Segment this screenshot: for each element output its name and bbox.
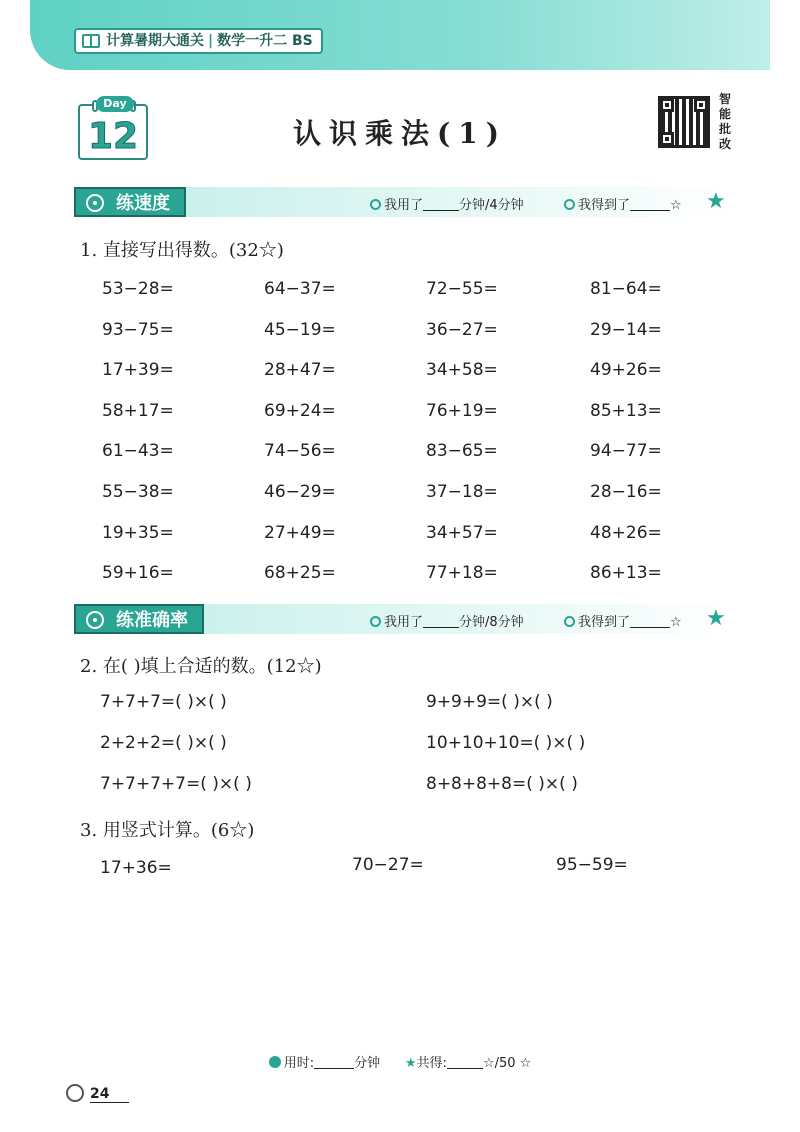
arithmetic-item[interactable]: 61−43= xyxy=(102,441,174,461)
section-speed-tag xyxy=(74,187,186,217)
series-label xyxy=(74,28,323,54)
arithmetic-item[interactable]: 76+19= xyxy=(426,401,498,421)
fill-item[interactable]: 7+7+7+7=( )×( ) xyxy=(100,774,252,794)
arithmetic-item[interactable]: 49+26= xyxy=(590,360,662,380)
footer-summary xyxy=(0,1052,800,1071)
star-icon: ★ xyxy=(404,1056,417,1071)
qr-caption xyxy=(716,92,734,152)
arithmetic-item[interactable]: 59+16= xyxy=(102,563,174,583)
time-used-blank[interactable] xyxy=(423,616,459,628)
footer-time-suffix: 分钟 xyxy=(354,1056,381,1071)
arithmetic-item[interactable]: 93−75= xyxy=(102,320,174,340)
check-icon xyxy=(564,616,575,627)
time-used-suffix: 分钟/4分钟 xyxy=(459,198,524,213)
arithmetic-item[interactable]: 37−18= xyxy=(426,482,498,502)
arithmetic-item[interactable]: 94−77= xyxy=(590,441,662,461)
arithmetic-item[interactable]: 17+39= xyxy=(102,360,174,380)
footer-score-prefix: 共得: xyxy=(416,1056,447,1071)
arithmetic-item[interactable]: 64−37= xyxy=(264,279,336,299)
question-2-title: 2. 在( )填上合适的数。(12☆) xyxy=(80,656,322,677)
section-accuracy-tag xyxy=(74,604,204,634)
qr-code-icon[interactable] xyxy=(658,96,710,148)
qr-caption-char: 能 xyxy=(718,107,731,121)
clock-icon xyxy=(269,1056,281,1068)
section-accuracy-label: 练准确率 xyxy=(116,610,188,631)
star-icon: ★ xyxy=(706,606,726,631)
page-title: 认识乘法(1) xyxy=(293,117,507,150)
arithmetic-item[interactable]: 81−64= xyxy=(590,279,662,299)
score-meta xyxy=(564,194,682,213)
target-icon xyxy=(86,611,104,629)
arithmetic-item[interactable]: 45−19= xyxy=(264,320,336,340)
arithmetic-item[interactable]: 28+47= xyxy=(264,360,336,380)
check-icon xyxy=(564,199,575,210)
qr-corner xyxy=(660,98,674,112)
arithmetic-item[interactable]: 86+13= xyxy=(590,563,662,583)
arithmetic-item[interactable]: 83−65= xyxy=(426,441,498,461)
fill-item[interactable]: 9+9+9=( )×( ) xyxy=(426,692,553,712)
arithmetic-item[interactable]: 68+25= xyxy=(264,563,336,583)
arithmetic-item[interactable]: 48+26= xyxy=(590,523,662,543)
arithmetic-item[interactable]: 55−38= xyxy=(102,482,174,502)
section-speed-bar xyxy=(74,187,740,217)
vertical-calc-item[interactable]: 70−27= xyxy=(352,855,424,875)
footer-score-blank[interactable] xyxy=(447,1057,483,1069)
score-meta xyxy=(564,611,682,630)
qr-corner xyxy=(660,132,674,146)
score-suffix: ☆ xyxy=(670,615,682,630)
arithmetic-item[interactable]: 77+18= xyxy=(426,563,498,583)
score-prefix: 我得到了 xyxy=(578,198,631,213)
vertical-calc-item[interactable]: 17+36= xyxy=(100,858,172,878)
section-accuracy-bar xyxy=(74,604,740,634)
fill-item[interactable]: 2+2+2=( )×( ) xyxy=(100,733,227,753)
arithmetic-item[interactable]: 36−27= xyxy=(426,320,498,340)
book-icon xyxy=(82,34,100,48)
vertical-calc-item[interactable]: 95−59= xyxy=(556,855,628,875)
arithmetic-item[interactable]: 46−29= xyxy=(264,482,336,502)
stopwatch-icon xyxy=(86,194,104,212)
arithmetic-item[interactable]: 58+17= xyxy=(102,401,174,421)
score-blank[interactable] xyxy=(630,199,670,211)
score-suffix: ☆ xyxy=(670,198,682,213)
score-blank[interactable] xyxy=(630,616,670,628)
fill-item[interactable]: 10+10+10=( )×( ) xyxy=(426,733,586,753)
subject-title: 数学一升二 BS xyxy=(217,33,313,49)
footer-score-suffix: ☆/50 ☆ xyxy=(482,1056,532,1071)
qr-caption-char: 智 xyxy=(718,92,731,106)
time-used-suffix: 分钟/8分钟 xyxy=(459,615,524,630)
fill-item[interactable]: 7+7+7=( )×( ) xyxy=(100,692,227,712)
day-number: 12 xyxy=(87,116,139,157)
section-speed-label: 练速度 xyxy=(116,193,170,214)
arithmetic-item[interactable]: 27+49= xyxy=(264,523,336,543)
time-used-prefix: 我用了 xyxy=(384,198,424,213)
arithmetic-item[interactable]: 29−14= xyxy=(590,320,662,340)
qr-caption-char: 批 xyxy=(718,122,731,136)
footer-time-prefix: 用时: xyxy=(283,1056,315,1071)
fill-item[interactable]: 8+8+8+8=( )×( ) xyxy=(426,774,578,794)
arithmetic-item[interactable]: 53−28= xyxy=(102,279,174,299)
time-used-blank[interactable] xyxy=(423,199,459,211)
page-number-text: 24 xyxy=(90,1086,129,1103)
sun-icon xyxy=(66,1084,84,1102)
page-number xyxy=(66,1084,129,1102)
day-label: Day xyxy=(96,96,134,112)
qr-corner xyxy=(694,98,708,112)
arithmetic-item[interactable]: 74−56= xyxy=(264,441,336,461)
series-title: 计算暑期大通关 xyxy=(106,33,204,49)
arithmetic-item[interactable]: 34+58= xyxy=(426,360,498,380)
time-used-meta xyxy=(370,194,524,213)
question-1-title: 1. 直接写出得数。(32☆) xyxy=(80,240,284,261)
arithmetic-item[interactable]: 85+13= xyxy=(590,401,662,421)
question-3-title: 3. 用竖式计算。(6☆) xyxy=(80,820,255,841)
clock-icon xyxy=(370,616,381,627)
score-prefix: 我得到了 xyxy=(578,615,631,630)
arithmetic-item[interactable]: 69+24= xyxy=(264,401,336,421)
time-used-prefix: 我用了 xyxy=(384,615,424,630)
footer-time-blank[interactable] xyxy=(314,1057,354,1069)
qr-caption-char: 改 xyxy=(718,137,731,151)
series-separator: | xyxy=(208,33,214,49)
arithmetic-item[interactable]: 28−16= xyxy=(590,482,662,502)
arithmetic-item[interactable]: 72−55= xyxy=(426,279,498,299)
time-used-meta xyxy=(370,611,524,630)
clock-icon xyxy=(370,199,381,210)
star-icon: ★ xyxy=(706,189,726,214)
arithmetic-item[interactable]: 19+35= xyxy=(102,523,174,543)
arithmetic-item[interactable]: 34+57= xyxy=(426,523,498,543)
